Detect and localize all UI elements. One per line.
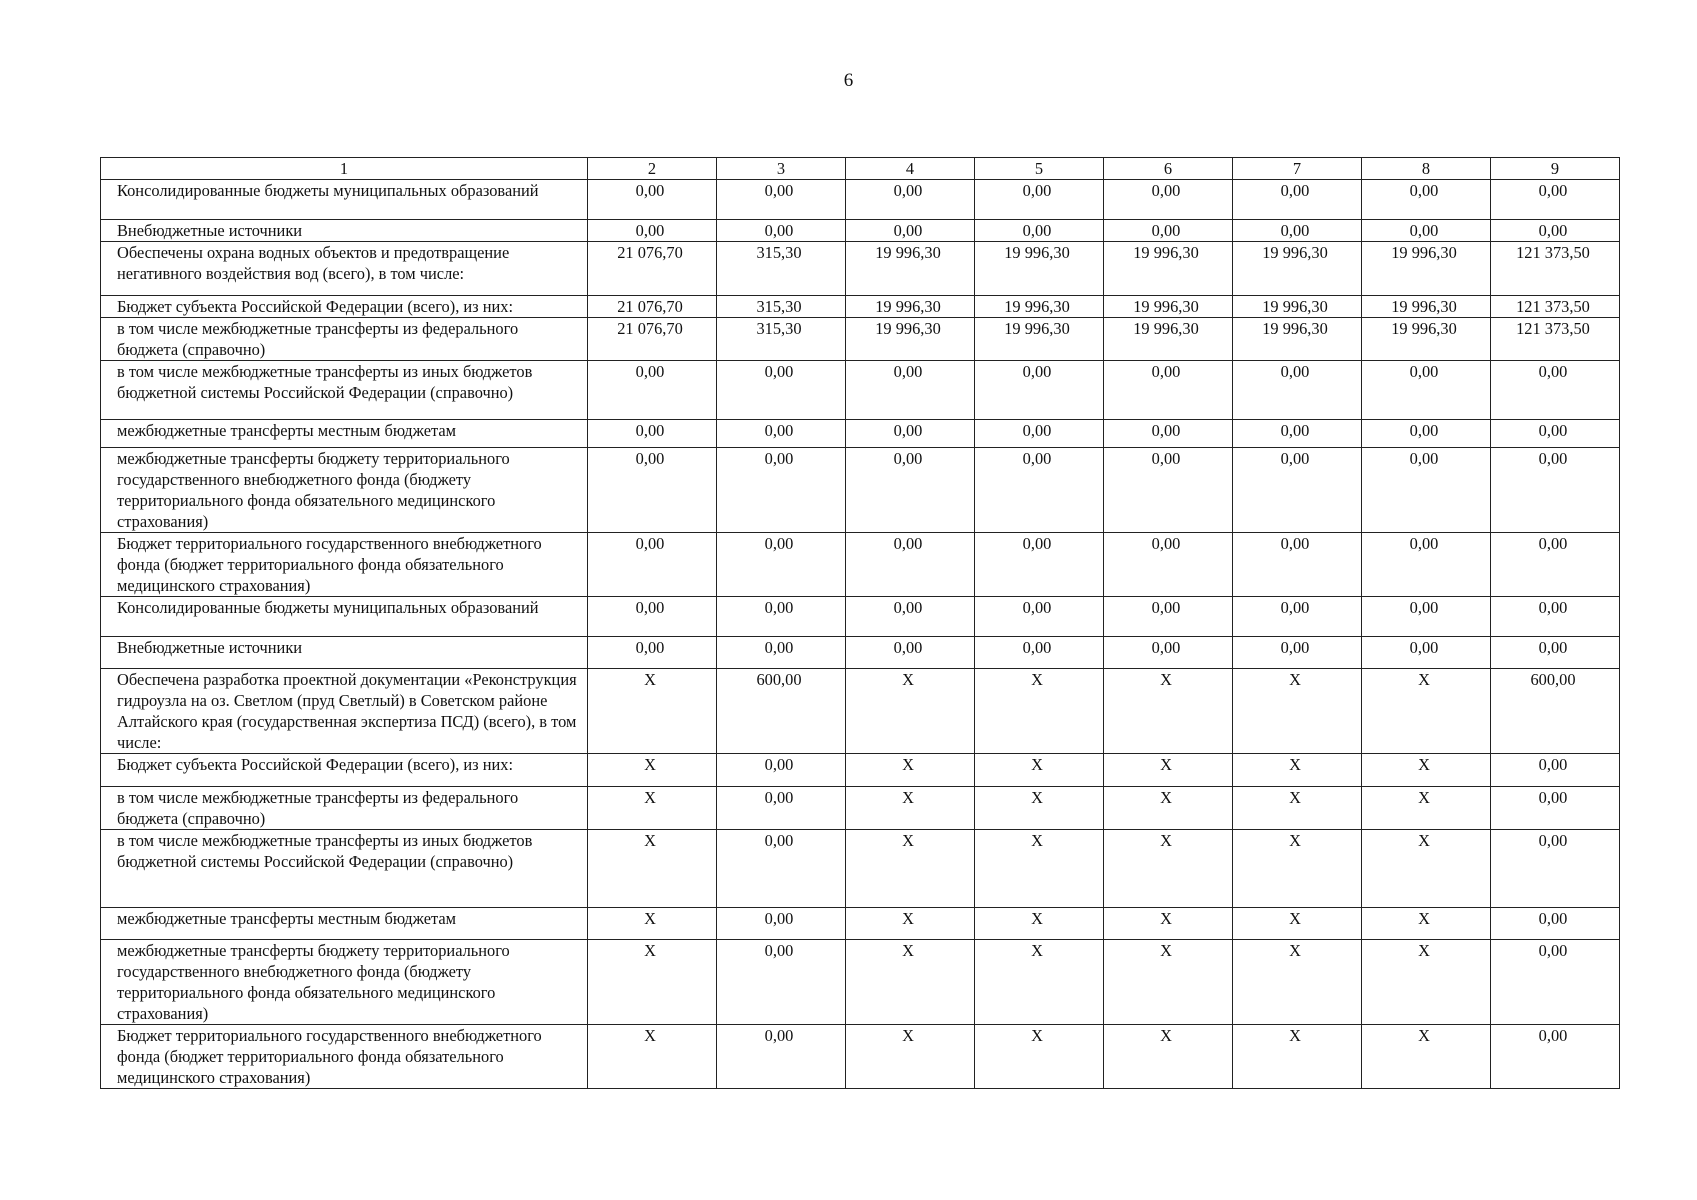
row-label: Бюджет территориального государственного внебюджетного фонда (бюджет территориального фонда обязательного медицинского страхования): [101, 533, 588, 597]
value-cell: X: [588, 908, 717, 940]
table-row: [101, 669, 1620, 754]
column-header: 5: [975, 158, 1104, 180]
row-label: Бюджет субъекта Российской Федерации (всего), из них:: [101, 296, 588, 318]
value-cell: X: [1362, 830, 1491, 908]
value-cell: 0,00: [1104, 361, 1233, 420]
value-cell: 600,00: [717, 669, 846, 754]
table-row: [101, 180, 1620, 220]
value-cell: 0,00: [975, 180, 1104, 220]
table-row: [101, 908, 1620, 940]
value-cell: 19 996,30: [1362, 242, 1491, 296]
row-label: в том числе межбюджетные трансферты из иных бюджетов бюджетной системы Российской Федерации (справочно): [101, 361, 588, 420]
value-cell: 0,00: [1491, 220, 1620, 242]
value-cell: 0,00: [1491, 908, 1620, 940]
row-label: Внебюджетные источники: [101, 220, 588, 242]
table-row: [101, 361, 1620, 420]
value-cell: X: [1362, 669, 1491, 754]
value-cell: X: [975, 669, 1104, 754]
table-row: [101, 940, 1620, 1025]
table-row: [101, 1025, 1620, 1089]
value-cell: X: [1104, 754, 1233, 787]
table-row: [101, 597, 1620, 637]
column-header: 3: [717, 158, 846, 180]
value-cell: 0,00: [588, 533, 717, 597]
value-cell: X: [1362, 1025, 1491, 1089]
value-cell: 0,00: [1491, 533, 1620, 597]
value-cell: 315,30: [717, 296, 846, 318]
value-cell: 0,00: [1233, 533, 1362, 597]
value-cell: 0,00: [846, 180, 975, 220]
value-cell: 0,00: [1104, 220, 1233, 242]
value-cell: 0,00: [846, 420, 975, 448]
table-row: [101, 830, 1620, 908]
value-cell: 0,00: [588, 637, 717, 669]
row-label: Бюджет субъекта Российской Федерации (всего), из них:: [101, 754, 588, 787]
value-cell: X: [588, 754, 717, 787]
value-cell: 0,00: [1104, 533, 1233, 597]
value-cell: 0,00: [975, 361, 1104, 420]
value-cell: X: [846, 908, 975, 940]
value-cell: 0,00: [1362, 420, 1491, 448]
value-cell: 0,00: [975, 637, 1104, 669]
value-cell: X: [1233, 787, 1362, 830]
value-cell: X: [1104, 669, 1233, 754]
value-cell: X: [975, 940, 1104, 1025]
value-cell: X: [588, 940, 717, 1025]
value-cell: 0,00: [717, 420, 846, 448]
value-cell: 0,00: [1104, 448, 1233, 533]
value-cell: 21 076,70: [588, 242, 717, 296]
value-cell: 0,00: [588, 361, 717, 420]
value-cell: 0,00: [1362, 220, 1491, 242]
value-cell: 0,00: [846, 361, 975, 420]
value-cell: 19 996,30: [846, 296, 975, 318]
value-cell: 0,00: [717, 637, 846, 669]
value-cell: 0,00: [1491, 597, 1620, 637]
row-label: Обеспечена разработка проектной документации «Реконструкция гидроузла на оз. Светлом (пруд Светлый) в Советском районе Алтайского края (государственная экспертиза ПСД) (всего), в том числе:: [101, 669, 588, 754]
value-cell: X: [1104, 1025, 1233, 1089]
column-header: 4: [846, 158, 975, 180]
value-cell: 0,00: [1491, 787, 1620, 830]
value-cell: 0,00: [588, 180, 717, 220]
value-cell: 0,00: [588, 220, 717, 242]
value-cell: 0,00: [846, 597, 975, 637]
value-cell: 0,00: [717, 220, 846, 242]
value-cell: 0,00: [846, 637, 975, 669]
value-cell: X: [1362, 754, 1491, 787]
value-cell: 0,00: [1233, 220, 1362, 242]
row-label: межбюджетные трансферты местным бюджетам: [101, 420, 588, 448]
value-cell: X: [1233, 908, 1362, 940]
value-cell: 19 996,30: [975, 318, 1104, 361]
value-cell: 0,00: [846, 533, 975, 597]
row-label: в том числе межбюджетные трансферты из иных бюджетов бюджетной системы Российской Федерации (справочно): [101, 830, 588, 908]
value-cell: 0,00: [588, 597, 717, 637]
value-cell: X: [588, 830, 717, 908]
row-label: Консолидированные бюджеты муниципальных образований: [101, 597, 588, 637]
value-cell: 0,00: [1104, 420, 1233, 448]
value-cell: 19 996,30: [1233, 242, 1362, 296]
value-cell: X: [975, 1025, 1104, 1089]
value-cell: 0,00: [588, 448, 717, 533]
value-cell: 0,00: [1233, 420, 1362, 448]
row-label: Обеспечены охрана водных объектов и предотвращение негативного воздействия вод (всего), в том числе:: [101, 242, 588, 296]
table-row: [101, 448, 1620, 533]
value-cell: 0,00: [588, 420, 717, 448]
value-cell: 19 996,30: [1362, 296, 1491, 318]
value-cell: 0,00: [1491, 754, 1620, 787]
row-label: межбюджетные трансферты бюджету территориального государственного внебюджетного фонда (бюджету территориального фонда обязательного медицинского страхования): [101, 448, 588, 533]
value-cell: 0,00: [717, 940, 846, 1025]
value-cell: X: [1104, 830, 1233, 908]
value-cell: X: [1104, 908, 1233, 940]
value-cell: 0,00: [846, 448, 975, 533]
value-cell: X: [588, 669, 717, 754]
row-label: в том числе межбюджетные трансферты из федерального бюджета (справочно): [101, 787, 588, 830]
value-cell: X: [588, 1025, 717, 1089]
value-cell: X: [1233, 830, 1362, 908]
value-cell: 315,30: [717, 242, 846, 296]
value-cell: 19 996,30: [975, 296, 1104, 318]
value-cell: 19 996,30: [846, 242, 975, 296]
value-cell: 0,00: [717, 597, 846, 637]
value-cell: 19 996,30: [1104, 318, 1233, 361]
value-cell: 0,00: [1491, 940, 1620, 1025]
table-row: [101, 533, 1620, 597]
value-cell: 0,00: [1233, 180, 1362, 220]
value-cell: 0,00: [717, 754, 846, 787]
value-cell: 19 996,30: [1233, 318, 1362, 361]
value-cell: 0,00: [1491, 448, 1620, 533]
table-row: [101, 420, 1620, 448]
value-cell: 0,00: [1104, 597, 1233, 637]
value-cell: 21 076,70: [588, 318, 717, 361]
value-cell: 600,00: [1491, 669, 1620, 754]
row-label: в том числе межбюджетные трансферты из федерального бюджета (справочно): [101, 318, 588, 361]
value-cell: X: [846, 669, 975, 754]
value-cell: 0,00: [717, 448, 846, 533]
value-cell: 0,00: [717, 361, 846, 420]
column-header: 8: [1362, 158, 1491, 180]
value-cell: X: [1362, 787, 1491, 830]
value-cell: 0,00: [1491, 361, 1620, 420]
value-cell: 0,00: [1104, 637, 1233, 669]
value-cell: X: [1233, 669, 1362, 754]
value-cell: X: [975, 787, 1104, 830]
column-header: 1: [101, 158, 588, 180]
value-cell: 0,00: [717, 1025, 846, 1089]
row-label: Консолидированные бюджеты муниципальных образований: [101, 180, 588, 220]
value-cell: 121 373,50: [1491, 296, 1620, 318]
value-cell: 0,00: [975, 533, 1104, 597]
value-cell: 0,00: [1362, 361, 1491, 420]
table-row: [101, 787, 1620, 830]
value-cell: X: [588, 787, 717, 830]
value-cell: 0,00: [1491, 420, 1620, 448]
value-cell: 0,00: [975, 448, 1104, 533]
value-cell: 0,00: [1362, 637, 1491, 669]
value-cell: X: [846, 787, 975, 830]
value-cell: 0,00: [717, 787, 846, 830]
value-cell: 19 996,30: [1104, 242, 1233, 296]
value-cell: 0,00: [1491, 830, 1620, 908]
value-cell: X: [1233, 754, 1362, 787]
value-cell: 19 996,30: [1362, 318, 1491, 361]
value-cell: X: [975, 830, 1104, 908]
table-header-row: [101, 158, 1620, 180]
table-row: [101, 296, 1620, 318]
value-cell: X: [846, 754, 975, 787]
value-cell: 0,00: [1362, 533, 1491, 597]
value-cell: 0,00: [846, 220, 975, 242]
row-label: Бюджет территориального государственного внебюджетного фонда (бюджет территориального фонда обязательного медицинского страхования): [101, 1025, 588, 1089]
value-cell: 0,00: [1491, 637, 1620, 669]
value-cell: X: [846, 940, 975, 1025]
value-cell: 19 996,30: [846, 318, 975, 361]
column-header: 2: [588, 158, 717, 180]
value-cell: X: [975, 908, 1104, 940]
value-cell: 0,00: [975, 220, 1104, 242]
value-cell: 121 373,50: [1491, 242, 1620, 296]
value-cell: 0,00: [717, 908, 846, 940]
value-cell: 0,00: [975, 597, 1104, 637]
row-label: межбюджетные трансферты бюджету территориального государственного внебюджетного фонда (бюджету территориального фонда обязательного медицинского страхования): [101, 940, 588, 1025]
column-header: 7: [1233, 158, 1362, 180]
value-cell: X: [1362, 940, 1491, 1025]
row-label: Внебюджетные источники: [101, 637, 588, 669]
value-cell: 0,00: [1233, 637, 1362, 669]
value-cell: 0,00: [1104, 180, 1233, 220]
value-cell: X: [1233, 1025, 1362, 1089]
value-cell: 0,00: [1233, 448, 1362, 533]
value-cell: 0,00: [717, 180, 846, 220]
value-cell: 19 996,30: [1104, 296, 1233, 318]
value-cell: X: [1104, 787, 1233, 830]
value-cell: X: [1104, 940, 1233, 1025]
table-row: [101, 637, 1620, 669]
value-cell: 121 373,50: [1491, 318, 1620, 361]
column-header: 9: [1491, 158, 1620, 180]
value-cell: 0,00: [1362, 180, 1491, 220]
value-cell: 0,00: [975, 420, 1104, 448]
value-cell: X: [975, 754, 1104, 787]
value-cell: 0,00: [1362, 597, 1491, 637]
value-cell: X: [1233, 940, 1362, 1025]
value-cell: 0,00: [1491, 1025, 1620, 1089]
budget-table: [100, 157, 1620, 1089]
value-cell: 19 996,30: [1233, 296, 1362, 318]
value-cell: 0,00: [717, 830, 846, 908]
column-header: 6: [1104, 158, 1233, 180]
value-cell: X: [846, 830, 975, 908]
value-cell: 19 996,30: [975, 242, 1104, 296]
value-cell: 0,00: [1362, 448, 1491, 533]
table-row: [101, 318, 1620, 361]
value-cell: X: [1362, 908, 1491, 940]
page-number: 6: [843, 70, 854, 91]
value-cell: 0,00: [1233, 361, 1362, 420]
value-cell: X: [846, 1025, 975, 1089]
table-row: [101, 242, 1620, 296]
table-row: [101, 754, 1620, 787]
value-cell: 0,00: [717, 533, 846, 597]
value-cell: 0,00: [1491, 180, 1620, 220]
table-row: [101, 220, 1620, 242]
value-cell: 315,30: [717, 318, 846, 361]
value-cell: 0,00: [1233, 597, 1362, 637]
value-cell: 21 076,70: [588, 296, 717, 318]
row-label: межбюджетные трансферты местным бюджетам: [101, 908, 588, 940]
